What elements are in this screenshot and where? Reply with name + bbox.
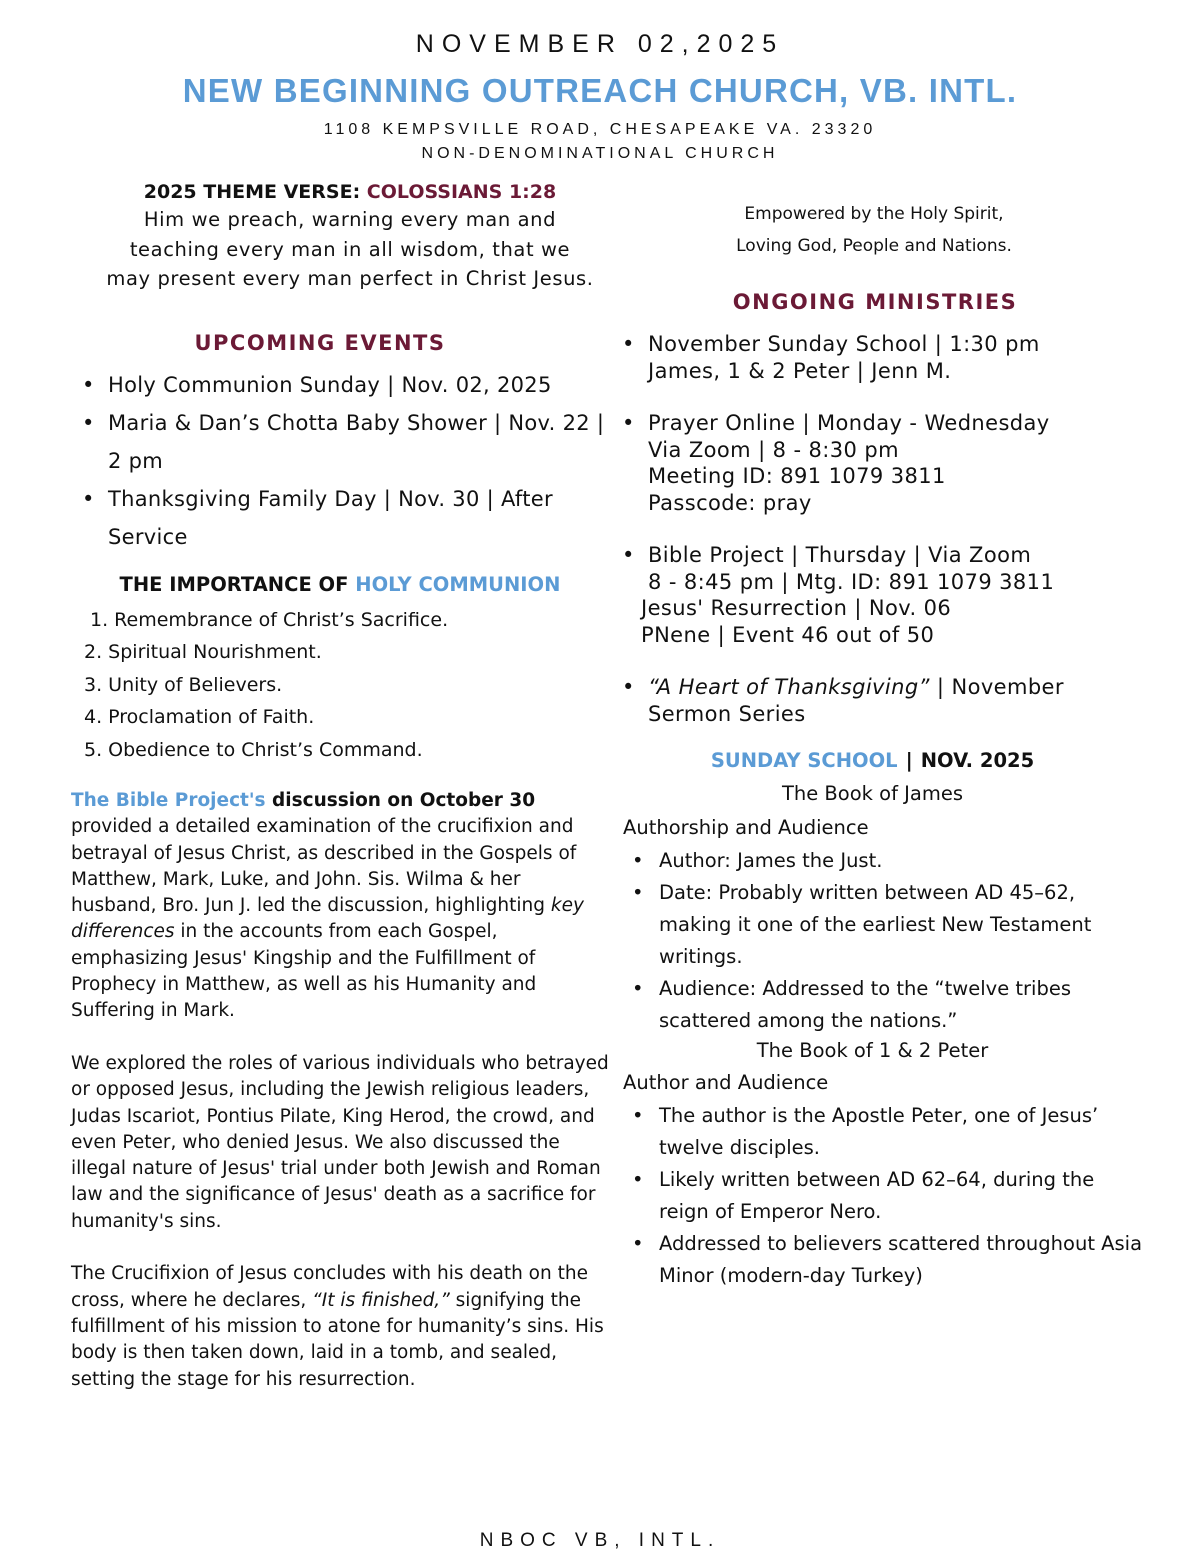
peter-facts-list	[630, 1100, 1150, 1292]
church-motto	[620, 198, 1128, 262]
book-title: The Book of James	[781, 782, 964, 805]
theme-verse-line: Him we preach, warning every man and	[143, 208, 557, 231]
ministry-line	[648, 674, 1140, 701]
footer-text: NBOC VB, INTL.	[479, 1530, 721, 1551]
ministry-line: Jesus' Resurrection | Nov. 06	[641, 596, 952, 620]
article-text: The Crucifixion of Jesus concludes with his death on the cross, where he declares,	[71, 1263, 588, 1311]
sunday-school-heading	[620, 749, 1125, 772]
holy-communion-list	[84, 604, 604, 766]
article-text: provided a detailed examination of the crucifixion and betrayal of Jesus Christ, as described in the Gospels of Matthew, Mark, Luke, and John. Sis. Wilma & her husband, Bro. Jun J. led the discussion, highlighting	[71, 816, 577, 917]
list-item: • Addressed to believers scattered throughout Asia Minor (modern-day Turkey)	[630, 1228, 1159, 1292]
list-item	[620, 331, 1140, 384]
bible-project-link-text: The Bible Project's	[71, 790, 266, 811]
list-item: • Holy Communion Sunday | Nov. 02, 2025	[80, 366, 620, 404]
book-title: The Book of 1 & 2 Peter	[756, 1039, 989, 1062]
theme-verse	[60, 179, 640, 294]
ministry-line: 8 - 8:45 pm | Mtg. ID: 891 1079 3811	[648, 569, 1055, 594]
theme-verse-line: may present every man perfect in Christ Jesus.	[106, 267, 594, 290]
bulletin-date: NOVEMBER 02,2025	[415, 30, 785, 58]
list-item: • The author is the Apostle Peter, one of Jesus’ twelve disciples.	[630, 1100, 1149, 1164]
list-item: 1. Remembrance of Christ’s Sacrifice.	[90, 609, 449, 631]
article-quote: “It is finished,”	[312, 1289, 450, 1311]
james-facts-list	[630, 845, 1150, 1037]
article-emphasis: key differences	[71, 895, 584, 943]
article-paragraph	[71, 1261, 611, 1392]
motto-line: Empowered by the Holy Spirit,	[744, 204, 1004, 224]
sunday-school-title: SUNDAY SCHOOL	[710, 749, 898, 772]
ministry-line: • November Sunday School | 1:30 pm	[648, 332, 1040, 356]
upcoming-events-heading: UPCOMING EVENTS	[194, 331, 446, 355]
ministry-line: • Prayer Online | Monday - Wednesday	[648, 411, 1050, 435]
ongoing-ministries-heading: ONGOING MINISTRIES	[732, 290, 1018, 314]
sermon-series-title: “A Heart of Thanksgiving”	[648, 675, 930, 699]
list-item	[620, 410, 1140, 516]
section-label: Authorship and Audience	[623, 816, 869, 839]
theme-verse-heading	[60, 179, 640, 205]
sunday-school-date: NOV. 2025	[920, 749, 1035, 772]
list-item: 5. Obedience to Christ’s Command.	[84, 738, 423, 761]
ministry-line: • Bible Project | Thursday | Via Zoom	[648, 543, 1032, 567]
upcoming-events-list	[80, 366, 620, 556]
list-item	[620, 674, 1140, 727]
list-item: 2. Spiritual Nourishment.	[84, 641, 322, 664]
list-item: • Date: Probably written between AD 45–62, making it one of the earliest New Testament writings.	[630, 877, 1129, 973]
ministry-line: Sermon Series	[648, 701, 806, 726]
list-item: • Maria & Dan’s Chotta Baby Shower | Nov. 22 | 2 pm	[80, 404, 620, 480]
ongoing-ministries-list	[620, 331, 1140, 727]
church-denomination: NON-DENOMINATIONAL CHURCH	[421, 145, 779, 162]
holy-communion-heading-highlight: HOLY COMMUNION	[355, 573, 561, 596]
ministry-line: James, 1 & 2 Peter | Jenn M.	[648, 358, 952, 383]
ministry-line: Passcode: pray	[648, 490, 812, 515]
list-item: • Audience: Addressed to the “twelve tribes scattered among the nations.”	[630, 973, 1119, 1037]
section-label: Author and Audience	[623, 1071, 829, 1094]
article-paragraph	[71, 788, 611, 1025]
holy-communion-heading	[60, 573, 620, 596]
ministry-line: Via Zoom | 8 - 8:30 pm	[648, 437, 899, 462]
motto-line: Loving God, People and Nations.	[736, 236, 1012, 256]
church-address: 1108 KEMPSVILLE ROAD, CHESAPEAKE VA. 23320	[323, 121, 877, 138]
list-item: 4. Proclamation of Faith.	[84, 706, 315, 729]
list-item: 3. Unity of Believers.	[84, 673, 283, 696]
list-item: • Author: James the Just.	[630, 845, 1150, 877]
article-lead: discussion on October 30	[265, 790, 536, 811]
theme-verse-label: 2025 THEME VERSE:	[143, 181, 361, 203]
article-text: signifying the fulfillment of his mission to atone for humanity’s sins. His body is then taken down, laid in a tomb, and sealed, setting the stage for his resurrection.	[71, 1289, 604, 1390]
ministry-line: Meeting ID: 891 1079 3811	[648, 464, 946, 488]
list-item: • Thanksgiving Family Day | Nov. 30 | After Service	[80, 480, 620, 556]
holy-communion-heading-prefix: THE IMPORTANCE OF	[119, 573, 349, 596]
theme-verse-line: teaching every man in all wisdom, that we	[129, 237, 571, 261]
heading-separator: |	[905, 749, 913, 772]
list-item: • Likely written between AD 62–64, during the reign of Emperor Nero.	[630, 1164, 1139, 1228]
bible-project-article	[71, 788, 611, 1419]
sermon-series-month: | November	[929, 675, 1064, 699]
article-paragraph: We explored the roles of various individuals who betrayed or opposed Jesus, including the Jewish religious leaders, Judas Iscariot, Pontius Pilate, King Herod, the crowd, and even Peter, who denied Jesus. We also discussed the illegal nature of Jesus' trial under both Jewish and Roman law and the significance of Jesus' death as a sacrifice for humanity's sins.	[71, 1052, 609, 1232]
ministry-line: PNene | Event 46 out of 50	[641, 622, 935, 647]
article-text: in the accounts from each Gospel, emphasizing Jesus' Kingship and the Fulfillment of Prophecy in Matthew, as well as his Humanity and Suffering in Mark.	[71, 921, 537, 1022]
theme-verse-reference: COLOSSIANS 1:28	[366, 181, 557, 203]
church-name: NEW BEGINNING OUTREACH CHURCH, VB. INTL.	[182, 72, 1018, 109]
list-item	[620, 542, 1140, 648]
